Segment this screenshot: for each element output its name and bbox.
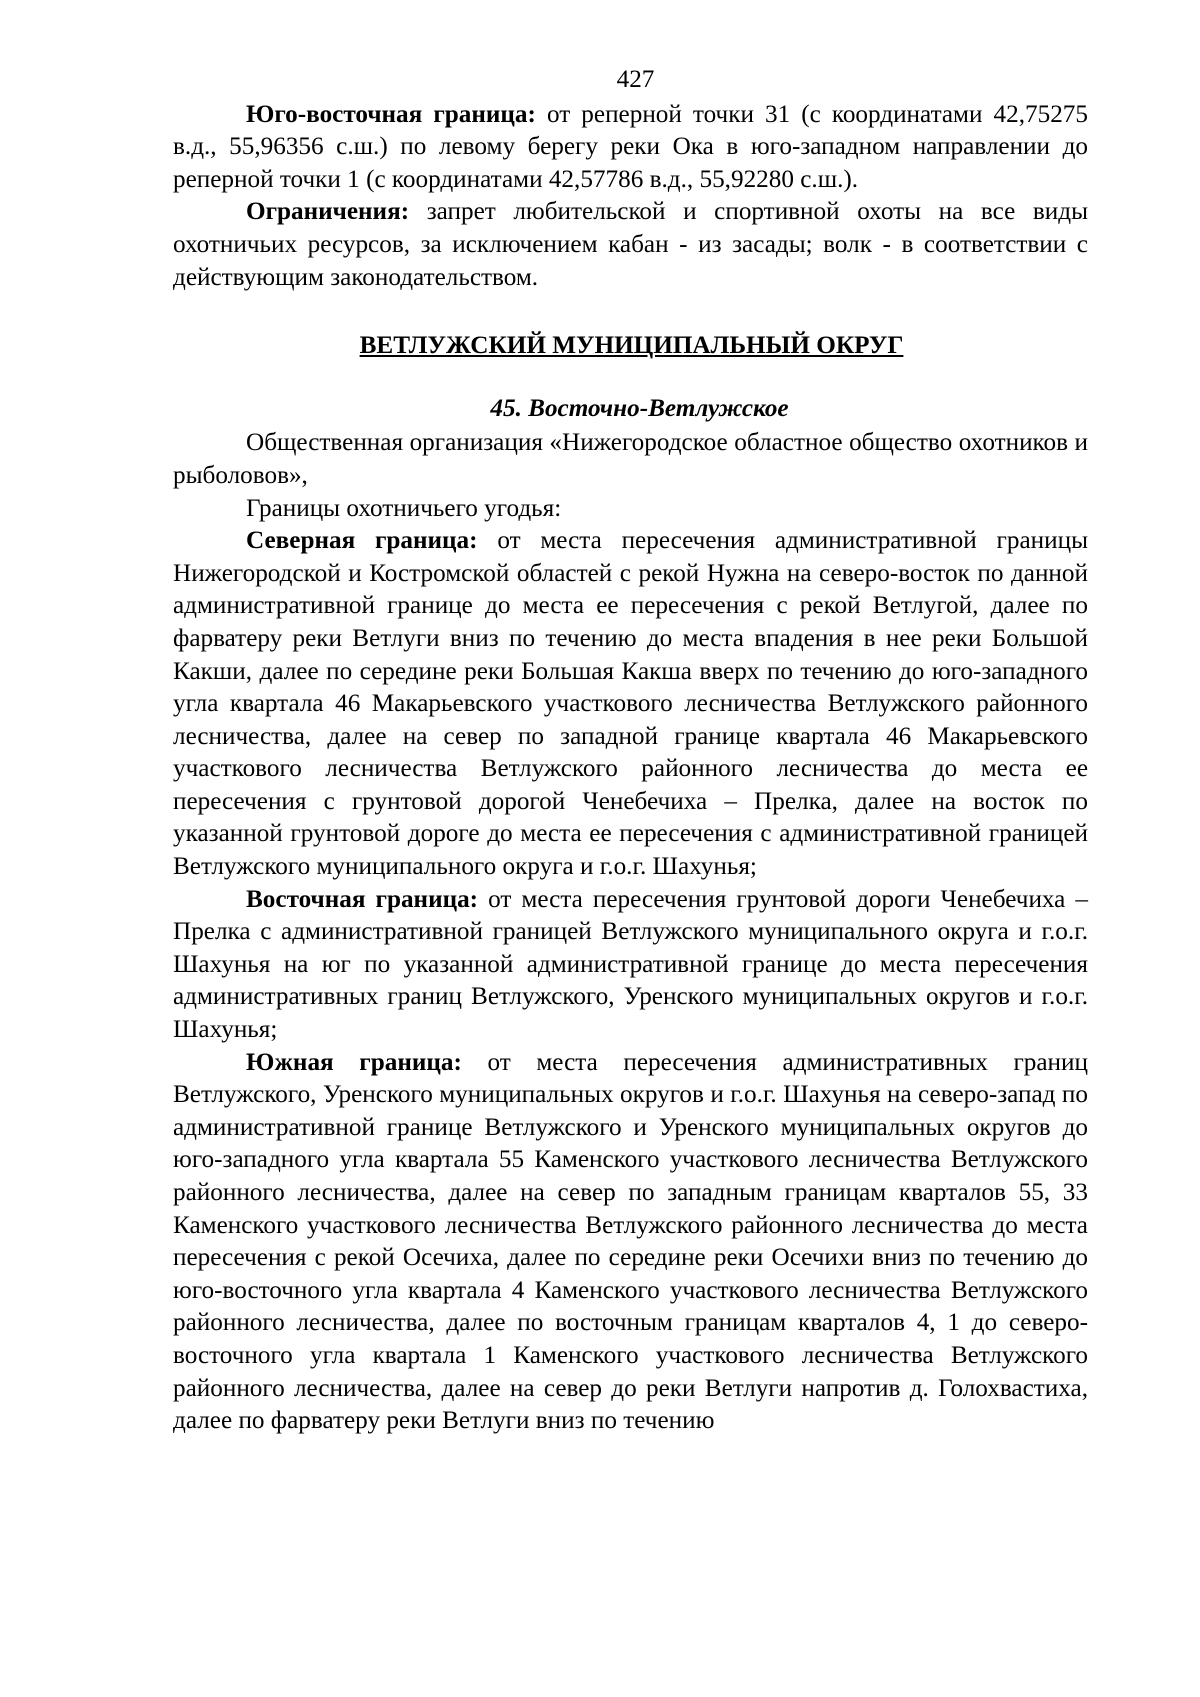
paragraph-east-border [173,884,1088,1047]
paragraph-north-border [173,525,1088,884]
paragraph-text: от места пересечения грунтовой дороги Ченебечиха – Прелка с административной границей Ветлужского муниципального округа и г.о.г. Шахунья на юг по указанной административной границе до места пересечения административных границ Ветлужского, Уренского муниципальных округов и г.о.г. Шахунья; [173,885,1088,1044]
section-heading: ВЕТЛУЖСКИЙ МУНИЦИПАЛЬНЫЙ ОКРУГ [359,332,904,360]
paragraph-text: от реперной точки 31 (с координатами 42,75275 в.д., 55,96356 с.ш.) по левому берегу реки Ока в юго-западном направлении до реперной точки 1 (с координатами 42,57786 в.д., 55,92280 с.ш.). [173,100,1088,193]
paragraph-text: от места пересечения административных границ Ветлужского, Уренского муниципальных округов и г.о.г. Шахунья на северо-запад по административной границе Ветлужского и Уренского муниципальных округов до юго-западного угла квартала 55 Каменского участкового лесничества Ветлужского районного лесничества, далее на север по западным границам кварталов 55, 33 Каменского участкового лесничества Ветлужского районного лесничества до места пересечения с рекой Осечиха, далее по середине реки Осечихи вниз по течению до юго-восточного угла квартала 4 Каменского участкового лесничества Ветлужского районного лесничества, далее по восточным границам кварталов 4, 1 до северо-восточного угла квартала 1 Каменского участкового лесничества Ветлужского районного лесничества, далее на север до реки Ветлуги напротив д. Голохвастиха, далее по фарватеру реки Ветлуги вниз по течению [173,1048,1088,1435]
paragraph-south-border [173,1047,1088,1438]
paragraph-borders-intro: Границы охотничьего угодья: [246,494,562,522]
section-subheading: 45. Восточно-Ветлужское [490,394,789,422]
paragraph-label: Ограничения: [246,198,410,226]
page-number: 427 [616,66,655,93]
paragraph-label: Юго-восточная граница: [246,100,536,128]
paragraph-label: Восточная граница: [246,885,479,913]
paragraph-label: Северная граница: [246,527,478,555]
paragraph-organization: Общественная организация «Нижегородское областное общество охотников и рыболовов», [173,429,1088,489]
paragraph-label: Южная граница: [246,1048,462,1076]
paragraph-southeast-border [173,99,1088,197]
paragraph-text: запрет любительской и спортивной охоты на все виды охотничьих ресурсов, за исключением кабан - из засады; волк - в соответствии с действующим законодательством. [173,198,1088,291]
paragraph-text: от места пересечения административной границы Нижегородской и Костромской областей с рекой Нужна на северо-восток по данной административной границе до места ее пересечения с рекой Ветлугой, далее по фарватеру реки Ветлуги вниз по течению до места впадения в нее реки Большой Какши, далее по середине реки Большая Какша вверх по течению до юго-западного угла квартала 46 Макарьевского участкового лесничества Ветлужского районного лесничества, далее на север по западной границе квартала 46 Макарьевского участкового лесничества Ветлужского районного лесничества до места ее пересечения с грунтовой дорогой Ченебечиха – Прелка, далее на восток по указанной грунтовой дороге до места ее пересечения с административной границей Ветлужского муниципального округа и г.о.г. Шахунья; [173,527,1088,881]
paragraph-restrictions [173,196,1088,294]
